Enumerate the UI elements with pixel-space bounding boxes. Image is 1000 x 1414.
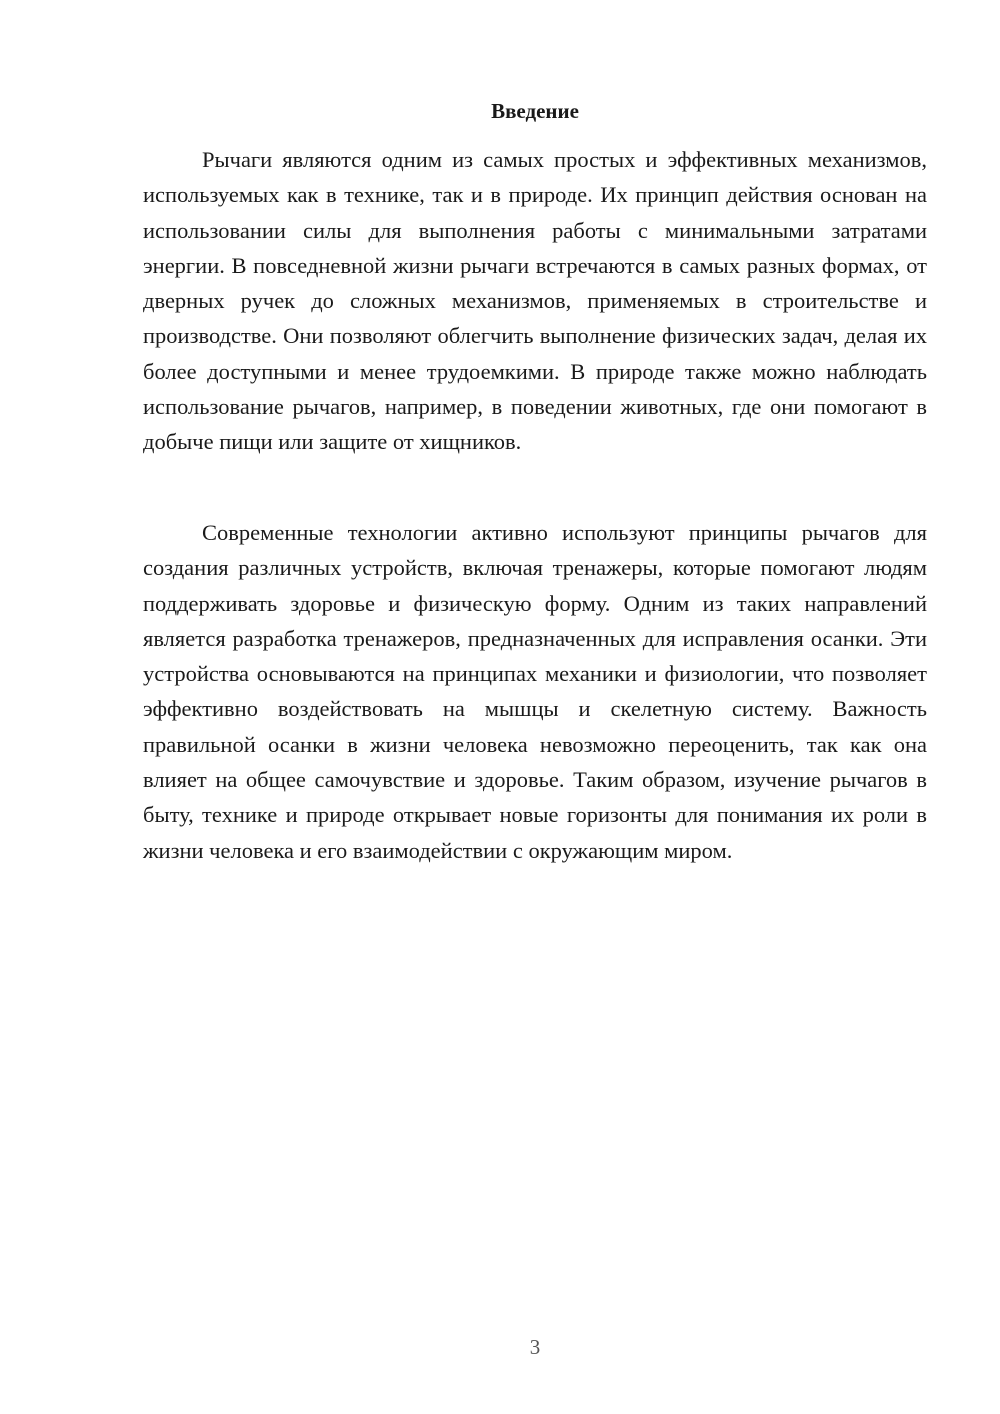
- paragraph-intro: Рычаги являются одним из самых простых и эффективных механизмов, используемых как в технике, так и в природе. Их принцип действия основан на использовании силы для выполнения работы с минимальными затратами энергии. В повседневной жизни рычаги встречаются в самых разных формах, от дверных ручек до сложных механизмов, применяемых в строительстве и производстве. Они позволяют облегчить выполнение физических задач, делая их более доступными и менее трудоемкими. В природе также можно наблюдать использование рычагов, например, в поведении животных, где они помогают в добыче пищи или защите от хищников.: [143, 147, 927, 455]
- page-number: 3: [529, 1335, 541, 1359]
- paragraph-technologies: Современные технологии активно используют принципы рычагов для создания различных устройств, включая тренажеры, которые помогают людям поддерживать здоровье и физическую форму. Одним из таких направлений является разработка тренажеров, предназначенных для исправления осанки. Эти устройства основываются на принципах механики и физиологии, что позволяет эффективно воздействовать на мышцы и скелетную систему. Важность правильной осанки в жизни человека невозможно переоценить, так как она влияет на общее самочувствие и здоровье. Таким образом, изучение рычагов в быту, технике и природе открывает новые горизонты для понимания их роли в жизни человека и его взаимодействии с окружающим миром.: [143, 520, 927, 863]
- page-title: Введение: [491, 99, 579, 123]
